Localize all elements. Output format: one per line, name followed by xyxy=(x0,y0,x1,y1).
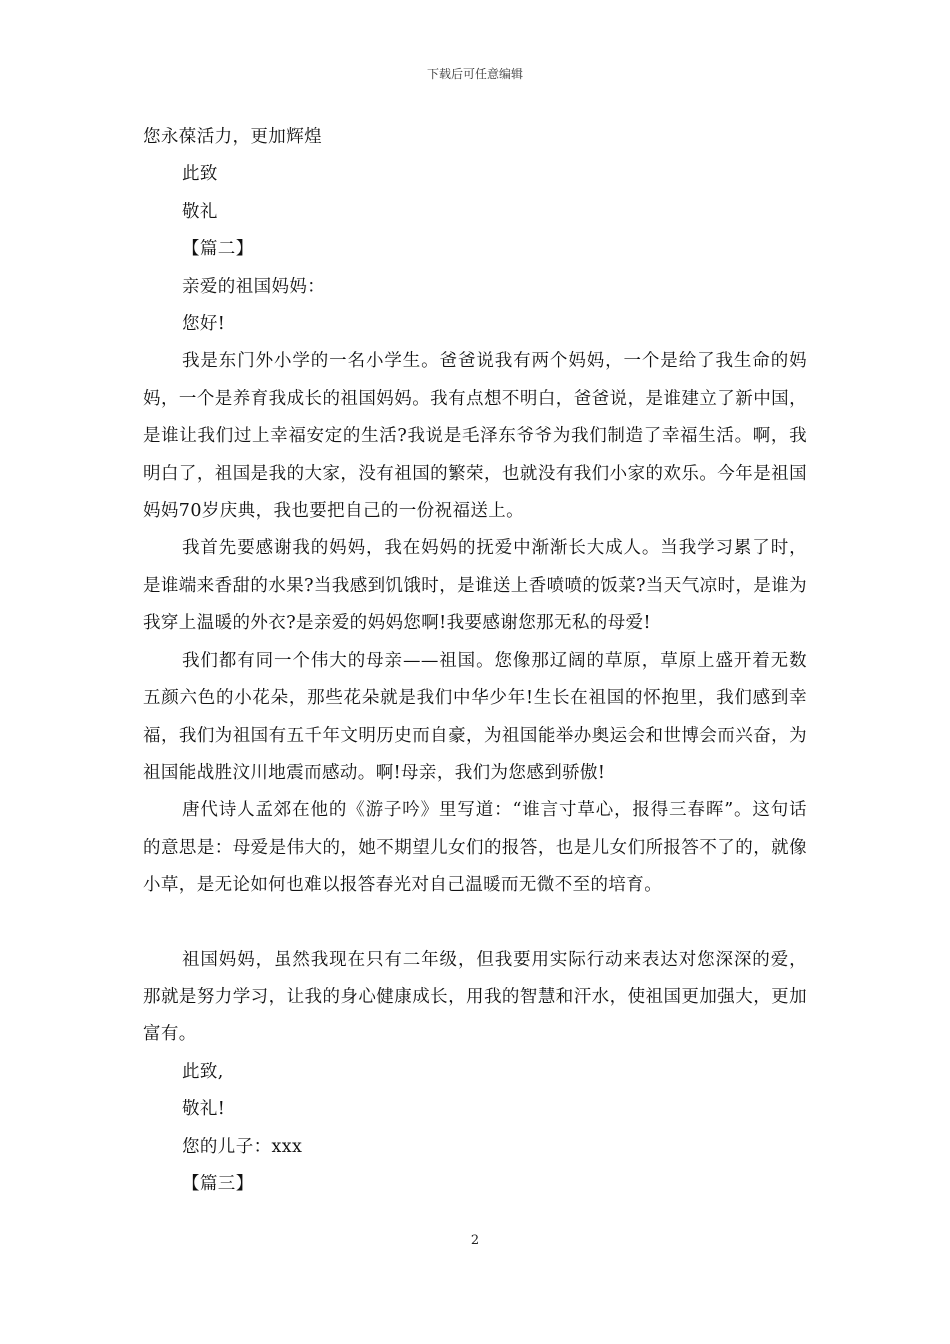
paragraph-great-motherland: 我们都有同一个伟大的母亲——祖国。您像那辽阔的草原，草原上盛开着无数五颜六色的小花朵，那些花朵就是我们中华少年!生长在祖国的怀抱里，我们感到幸福，我们为祖国有五千年文明历史而自豪，为祖国能举办奥运会和世博会而兴奋，为祖国能战胜汶川地震而感动。啊!母亲，我们为您感到骄傲! xyxy=(143,650,807,783)
paragraph-poem-quote: 唐代诗人孟郊在他的《游子吟》里写道：“谁言寸草心，报得三春晖”。这句话的意思是：母爱是伟大的，她不期望儿女们的报答，也是儿女们所报答不了的，就像小草，是无论如何也难以报答春光对自己温暖而无微不至的培育。 xyxy=(143,800,807,896)
section-heading-part-three: 【篇三】 xyxy=(182,1173,254,1194)
page-header: 下载后可任意编辑 xyxy=(426,67,523,81)
letter-greeting: 亲爱的祖国妈妈： xyxy=(182,276,326,297)
signature-line: 您的儿子：xxx xyxy=(182,1136,303,1157)
closing-cizhi: 此致, xyxy=(182,1061,224,1082)
closing-jingli: 敬礼! xyxy=(182,1099,226,1120)
letter-hello: 您好! xyxy=(182,314,226,335)
section-heading-part-two: 【篇二】 xyxy=(182,239,254,260)
salutation-cizhi: 此致 xyxy=(182,164,218,185)
paragraph-introduction: 我是东门外小学的一名小学生。爸爸说我有两个妈妈，一个是给了我生命的妈妈，一个是养育我成长的祖国妈妈。我有点想不明白，爸爸说，是谁建立了新中国，是谁让我们过上幸福安定的生活?我说是毛泽东爷爷为我们制造了幸福生活。啊，我明白了，祖国是我的大家，没有祖国的繁荣，也就没有我们小家的欢乐。今年是祖国妈妈70岁庆典，我也要把自己的一份祝福送上。 xyxy=(143,351,807,522)
closing-wish-line: 您永葆活力，更加辉煌 xyxy=(143,127,322,147)
paragraph-thanks-mother: 我首先要感谢我的妈妈，我在妈妈的抚爱中渐渐长大成人。当我学习累了时，是谁端来香甜的水果?当我感到饥饿时，是谁送上香喷喷的饭菜?当天气凉时，是谁为我穿上温暖的外衣?是亲爱的妈妈您啊!我要感谢您那无私的母爱! xyxy=(143,538,807,634)
paragraph-spacer xyxy=(143,905,807,942)
document-body xyxy=(143,119,807,1203)
salutation-jingli: 敬礼 xyxy=(182,201,218,222)
paragraph-resolution: 祖国妈妈，虽然我现在只有二年级，但我要用实际行动来表达对您深深的爱，那就是努力学习，让我的身心健康成长，用我的智慧和汗水，使祖国更加强大，更加富有。 xyxy=(143,949,807,1045)
page-number: 2 xyxy=(470,1233,480,1248)
